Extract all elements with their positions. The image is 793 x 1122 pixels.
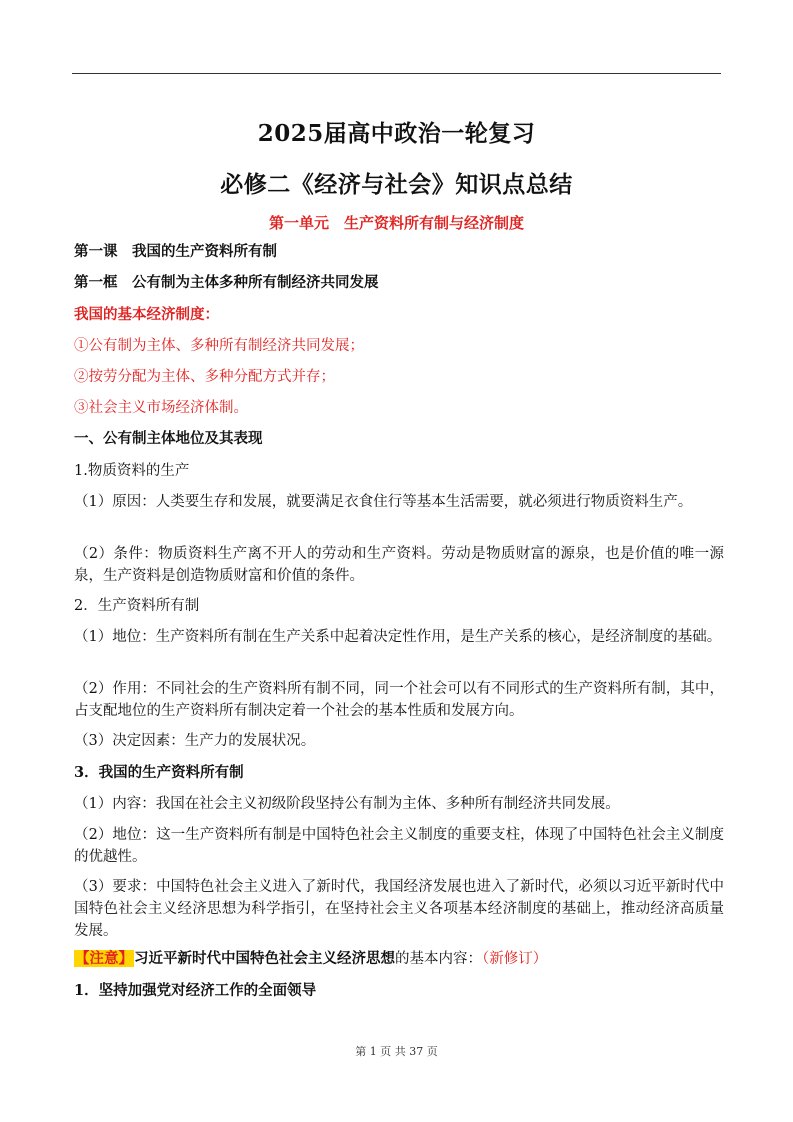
paragraph: （2）地位：这一生产资料所有制是中国特色社会主义制度的重要支柱，体现了中国特色社会主义制度的优越性。	[74, 827, 724, 865]
paragraph: （1）原因：人类要生存和发展，就要满足衣食住行等基本生活需要，就必须进行物质资料生产。	[74, 494, 693, 510]
subsection-title: 1.物质资料的生产	[74, 463, 190, 479]
section-heading: 一、公有制主体地位及其表现	[74, 430, 263, 447]
note-bold-text: 习近平新时代中国特色社会主义经济思想	[134, 950, 395, 967]
lesson-heading: 第一课 我国的生产资料所有制	[74, 243, 277, 260]
paragraph: （1）内容：我国在社会主义初级阶段坚持公有制为主体、多种所有制经济共同发展。	[74, 796, 620, 812]
document-title: 2025届高中政治一轮复习	[257, 120, 536, 147]
document-subtitle: 必修二《经济与社会》知识点总结	[220, 171, 573, 198]
paragraph: （2）条件：物质资料生产离不开人的劳动和生产资料。劳动是物质财富的源泉，也是价值的唯一源泉，生产资料是创造物质财富和价值的条件。	[74, 546, 724, 584]
note-text: 的基本内容：	[395, 951, 482, 967]
note-line	[74, 948, 724, 970]
basic-system-item: ②按劳分配为主体、多种分配方式并存；	[74, 369, 335, 385]
paragraph: （3）决定因素：生产力的发展状况。	[74, 733, 316, 749]
paragraph: （1）地位：生产资料所有制在生产关系中起着决定性作用，是生产关系的核心，是经济制度的基础。	[74, 629, 722, 645]
point-heading: 1．坚持加强党对经济工作的全面领导	[74, 982, 317, 999]
subsection-title: 2．生产资料所有制	[74, 598, 200, 614]
paragraph: （2）作用：不同社会的生产资料所有制不同，同一个社会可以有不同形式的生产资料所有制，其中，占支配地位的生产资料所有制决定着一个社会的基本性质和发展方向。	[74, 681, 724, 719]
unit-heading: 第一单元 生产资料所有制与经济制度	[268, 214, 524, 232]
basic-system-item: ①公有制为主体、多种所有制经济共同发展；	[74, 338, 364, 354]
basic-system-heading: 我国的基本经济制度：	[74, 306, 219, 323]
frame-heading: 第一框 公有制为主体多种所有制经济共同发展	[74, 274, 379, 291]
header-rule	[72, 73, 721, 74]
note-tag: 【注意】	[75, 950, 133, 967]
note-revision: （新修订）	[482, 951, 548, 967]
subsection-title: 3．我国的生产资料所有制	[74, 764, 244, 781]
paragraph: （3）要求：中国特色社会主义进入了新时代，我国经济发展也进入了新时代，必须以习近平新时代中国特色社会主义经济思想为科学指引，在坚持社会主义各项基本经济制度的基础上，推动经济高质量发展。	[74, 879, 724, 939]
page-footer: 第 1 页 共 37 页	[355, 1045, 438, 1058]
basic-system-item: ③社会主义市场经济体制。	[74, 400, 248, 416]
